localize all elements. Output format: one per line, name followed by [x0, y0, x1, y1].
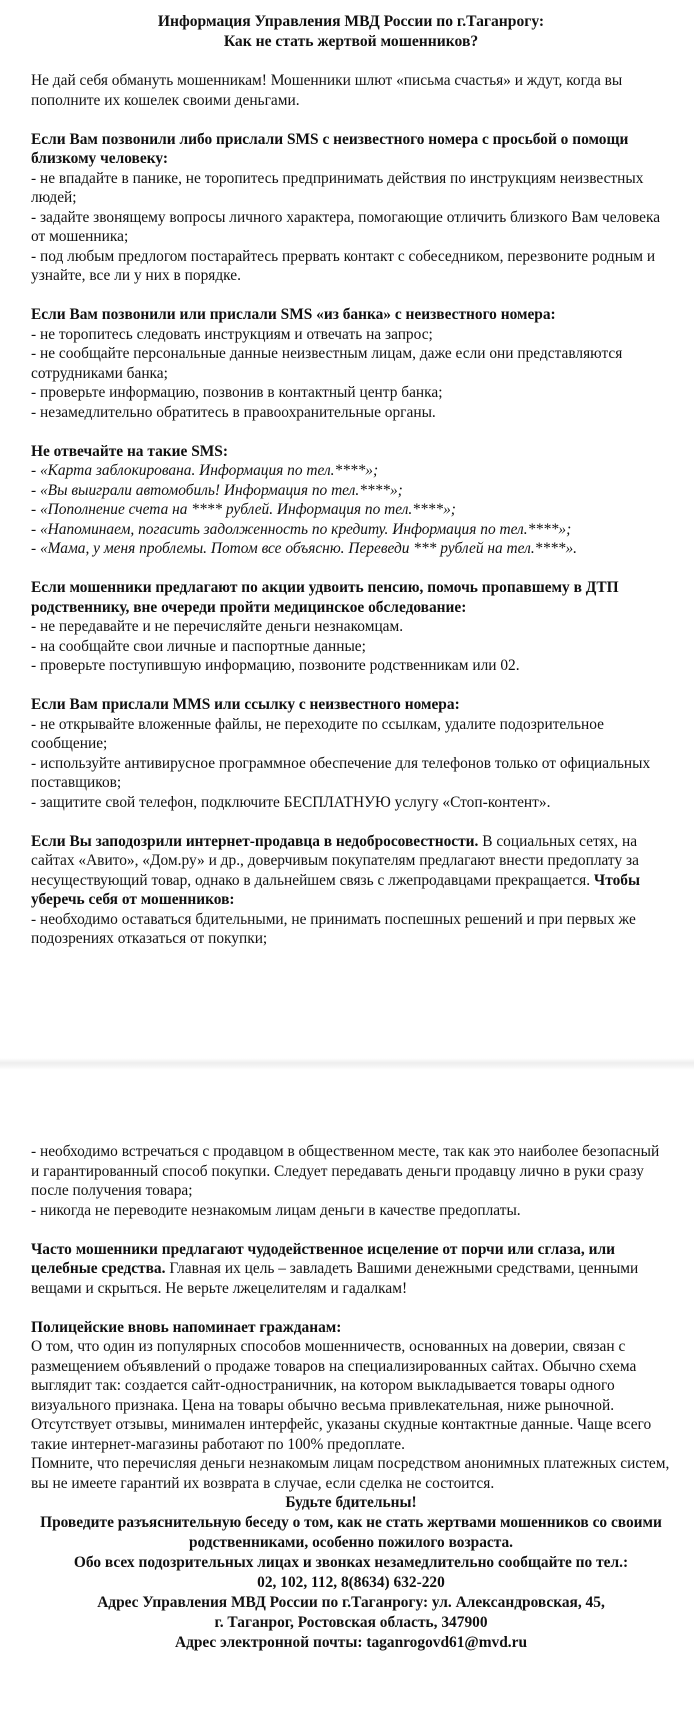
section-healers	[31, 1240, 671, 1299]
section-heading: Полицейские вновь напоминает гражданам:	[31, 1318, 342, 1336]
closing-block	[31, 1493, 671, 1653]
list-item: - «Мама, у меня проблемы. Потом все объясню. Переведи *** рублей на тел.****».	[31, 540, 577, 557]
section-online-seller-continued	[31, 1142, 671, 1220]
section-mms-link	[31, 695, 671, 812]
list-item: - «Напоминаем, погасить задолженность по кредиту. Информация по тел.****»;	[31, 520, 572, 538]
list-item: - используйте антивирусное программное обеспечение для телефонов только от официальных поставщиков;	[31, 754, 651, 791]
document-page-2	[0, 1070, 694, 1720]
document-title	[31, 12, 671, 52]
title-line-1: Информация Управления МВД России по г.Таганрогу:	[157, 13, 545, 30]
section-police-reminder	[31, 1318, 671, 1494]
section-heading: Часто мошенники предлагают чудодейственное исцеление от порчи или сглаза, или целебные средства.	[31, 1240, 615, 1277]
section-heading: Если Вам прислали MMS или ссылку с неизвестного номера:	[31, 696, 460, 713]
list-item: - под любым предлогом постарайтесь прервать контакт с собеседником, перезвоните родным и узнайте, все ли у них в порядке.	[31, 247, 656, 284]
section-heading: Не отвечайте на такие SMS:	[31, 442, 228, 460]
section-text: В социальных сетях, на сайтах «Авито», «Дом.ру» и др., доверчивым покупателям предлагают внести предоплату за несуществующий товар, однако в дальнейшем связь с лжепродавцами прекращается.	[31, 832, 639, 889]
list-item: - не сообщайте персональные данные неизвестным лицам, даже если они представляются сотрудниками банка;	[31, 345, 623, 382]
page-2-content	[31, 1142, 671, 1653]
section-text: О том, что один из популярных способов мошенничеств, основанных на доверии, связан с размещением объявлений о продаже товаров на специализированных сайтах. Обычно схема выглядит так: создается сайт-одностраничник, на котором выкладывается товары одного визуального признака. Цена на товары обычно весьма привлекательная, ниже рыночной. Отсутствует отзывы, минимален интерфейс, указаны скудные контактные данные. Чаще всего такие интернет-магазины работают по 100% предоплате.	[31, 1338, 652, 1453]
list-item: - незамедлительно обратитесь в правоохранительные органы.	[31, 403, 436, 421]
section-dont-reply-sms	[31, 442, 671, 559]
email-address: Адрес электронной почты: taganrogovd61@mvd.ru	[174, 1634, 528, 1651]
section-relative-help	[31, 130, 671, 286]
list-item: - «Карта заблокирована. Информация по тел.****»;	[31, 462, 379, 479]
list-item: - не передавайте и не перечисляйте деньги незнакомцам.	[31, 618, 404, 635]
phone-numbers: 02, 102, 112, 8(8634) 632-220	[257, 1574, 445, 1591]
closing-report: Обо всех подозрительных лицах и звонках незамедлительно сообщайте по тел.:	[73, 1554, 629, 1571]
list-item: - на сообщайте свои личные и паспортные данные;	[31, 637, 366, 655]
list-item: - не открывайте вложенные файлы, не переходите по ссылкам, удалите подозрительное сообщение;	[31, 715, 604, 752]
closing-warning: Будьте бдительны!	[285, 1494, 417, 1511]
section-pension-offer	[31, 578, 671, 676]
list-item: - не торопитесь следовать инструкциям и отвечать на запрос;	[31, 325, 433, 343]
section-heading: Если мошенники предлагают по акции удвоить пенсию, помочь пропавшему в ДТП родственнику, вне очереди пройти медицинское обследование:	[31, 579, 619, 616]
list-item: - не впадайте в панике, не торопитесь предпринимать действия по инструкциям неизвестных людей;	[31, 169, 644, 206]
section-subheading: Чтобы уберечь себя от мошенников:	[31, 871, 640, 908]
section-heading: Если Вам позвонили либо прислали SMS с неизвестного номера с просьбой о помощи близкому человеку:	[31, 130, 629, 167]
page-1-content	[31, 12, 671, 968]
section-online-seller	[31, 832, 671, 949]
list-item: - «Пополнение счета на **** рублей. Информация по тел.****»;	[31, 501, 456, 518]
title-line-2: Как не стать жертвой мошенников?	[223, 33, 479, 50]
page-separator	[0, 1058, 694, 1070]
section-heading: Если Вам позвонили или прислали SMS «из банка» с неизвестного номера:	[31, 306, 556, 323]
section-text: Главная их цель – завладеть Вашими денежными средствами, ценными вещами и скрыться. Не верьте лжецелителям и гадалкам!	[31, 1260, 639, 1297]
list-item: - необходимо оставаться бдительными, не принимать поспешных решений и при первых же подозрениях отказаться от покупки;	[31, 910, 636, 947]
intro-paragraph: Не дай себя обмануть мошенникам! Мошенники шлют «письма счастья» и ждут, когда вы пополните их кошелек своими деньгами.	[31, 72, 623, 109]
address-line-2: г. Таганрог, Ростовская область, 347900	[214, 1614, 488, 1631]
list-item: - необходимо встречаться с продавцом в общественном месте, так как это наиболее безопасный и гарантированный способ покупки. Следует передавать деньги продавцу лично в руки сразу после получения товара;	[31, 1143, 660, 1199]
section-bank-sms	[31, 305, 671, 422]
section-text: Помните, что перечисляя деньги незнакомым лицам посредством анонимных платежных систем, вы не имеете гарантий их возврата в случае, если сделка не состоится.	[31, 1455, 670, 1492]
address-line-1: Адрес Управления МВД России по г.Таганрогу: ул. Александровская, 45,	[97, 1594, 605, 1611]
list-item: - защитите свой телефон, подключите БЕСПЛАТНУЮ услугу «Стоп-контент».	[31, 793, 551, 811]
list-item: - проверьте информацию, позвонив в контактный центр банка;	[31, 384, 443, 401]
list-item: - «Вы выиграли автомобиль! Информация по тел.****»;	[31, 481, 403, 499]
list-item: - проверьте поступившую информацию, позвоните родственникам или 02.	[31, 657, 520, 674]
list-item: - задайте звонящему вопросы личного характера, помогающие отличить близкого Вам человека от мошенника;	[31, 208, 661, 245]
section-heading: Если Вы заподозрили интернет-продавца в недобросовестности.	[31, 832, 479, 850]
list-item: - никогда не переводите незнакомым лицам деньги в качестве предоплаты.	[31, 1201, 521, 1219]
closing-advice: Проведите разъяснительную беседу о том, как не стать жертвами мошенников со своими родственниками, особенно пожилого возраста.	[40, 1514, 662, 1551]
